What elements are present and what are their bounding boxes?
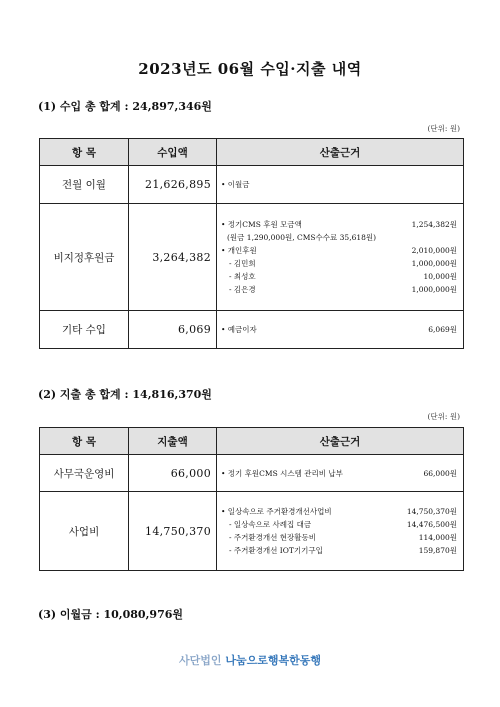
column-header-item: 항 목 [40,139,129,166]
row-amount: 6,069 [129,311,217,349]
organization-title: 나눔으로행복한동행 [225,654,321,667]
basis-text: • 개인후원 [221,246,257,255]
basis-value: 1,000,000원 [411,259,457,268]
carryover-heading: (3) 이월금 : 10,080,976원 [38,608,184,621]
expense-total-heading: (2) 지출 총 합계 : 14,816,370원 [38,388,212,401]
table-row [40,311,464,349]
basis-text: • 이월금 [221,180,250,189]
basis-value: 66,000원 [423,468,457,478]
column-header-basis: 산출근거 [217,428,464,455]
row-amount: 21,626,895 [129,166,217,204]
basis-value: 114,000원 [418,533,457,542]
basis-value: 159,870원 [418,546,457,555]
basis-text: - 일상속으로 사례집 대금 [229,520,312,529]
row-item-name: 비지정후원금 [40,204,129,311]
expense-table [39,427,464,571]
basis-text: • 일상속으로 주거환경개선사업비 [221,507,332,516]
document-title: 2023년도 06월 수입·지출 내역 [138,60,362,78]
basis-value: 2,010,000원 [411,246,457,255]
basis-text: - 김은경 [229,285,256,294]
basis-value: 1,000,000원 [411,285,457,294]
income-unit-label: (단위: 원) [427,124,460,133]
expense-unit-label: (단위: 원) [427,412,460,421]
basis-text: • 예금이자 [221,325,257,334]
row-item-name: 전월 이월 [40,166,129,204]
basis-value: 14,476,500원 [406,520,457,529]
basis-text: - 주거환경개선 IOT기기구입 [229,546,323,555]
column-header-amount: 수입액 [129,139,217,166]
row-amount: 66,000 [129,455,217,492]
column-header-amount: 지출액 [129,428,217,455]
basis-text: - 최성호 [229,272,256,281]
row-item-name: 기타 수입 [40,311,129,349]
expense-table-header [40,428,464,455]
row-basis [217,204,464,311]
basis-text: • 정기 후원CMS 시스템 관리비 납부 [221,468,343,478]
row-amount: 3,264,382 [129,204,217,311]
basis-value: 10,000원 [423,272,457,281]
column-header-item: 항 목 [40,428,129,455]
basis-text: (원금 1,290,000원, CMS수수료 35,618원) [227,233,377,242]
row-item-name: 사무국운영비 [40,455,129,492]
row-amount: 14,750,370 [129,492,217,571]
row-basis [217,455,464,492]
column-header-basis: 산출근거 [217,139,464,166]
row-basis [217,492,464,571]
income-table [39,138,464,349]
organization-name [0,652,500,668]
table-row [40,166,464,204]
basis-value: 14,750,370원 [406,507,457,516]
row-basis [217,311,464,349]
table-row [40,204,464,311]
basis-text: - 김민희 [229,259,256,268]
basis-text: • 정기CMS 후원 모금액 [221,220,302,229]
table-row [40,492,464,571]
row-basis [217,166,464,204]
income-total-heading: (1) 수입 총 합계 : 24,897,346원 [38,100,212,113]
basis-value: 6,069원 [428,325,457,334]
table-row [40,455,464,492]
basis-value: 1,254,382원 [411,220,457,229]
row-item-name: 사업비 [40,492,129,571]
basis-text: - 주거환경개선 현장활동비 [229,533,316,542]
income-table-header [40,139,464,166]
organization-type: 사단법인 [179,654,222,667]
